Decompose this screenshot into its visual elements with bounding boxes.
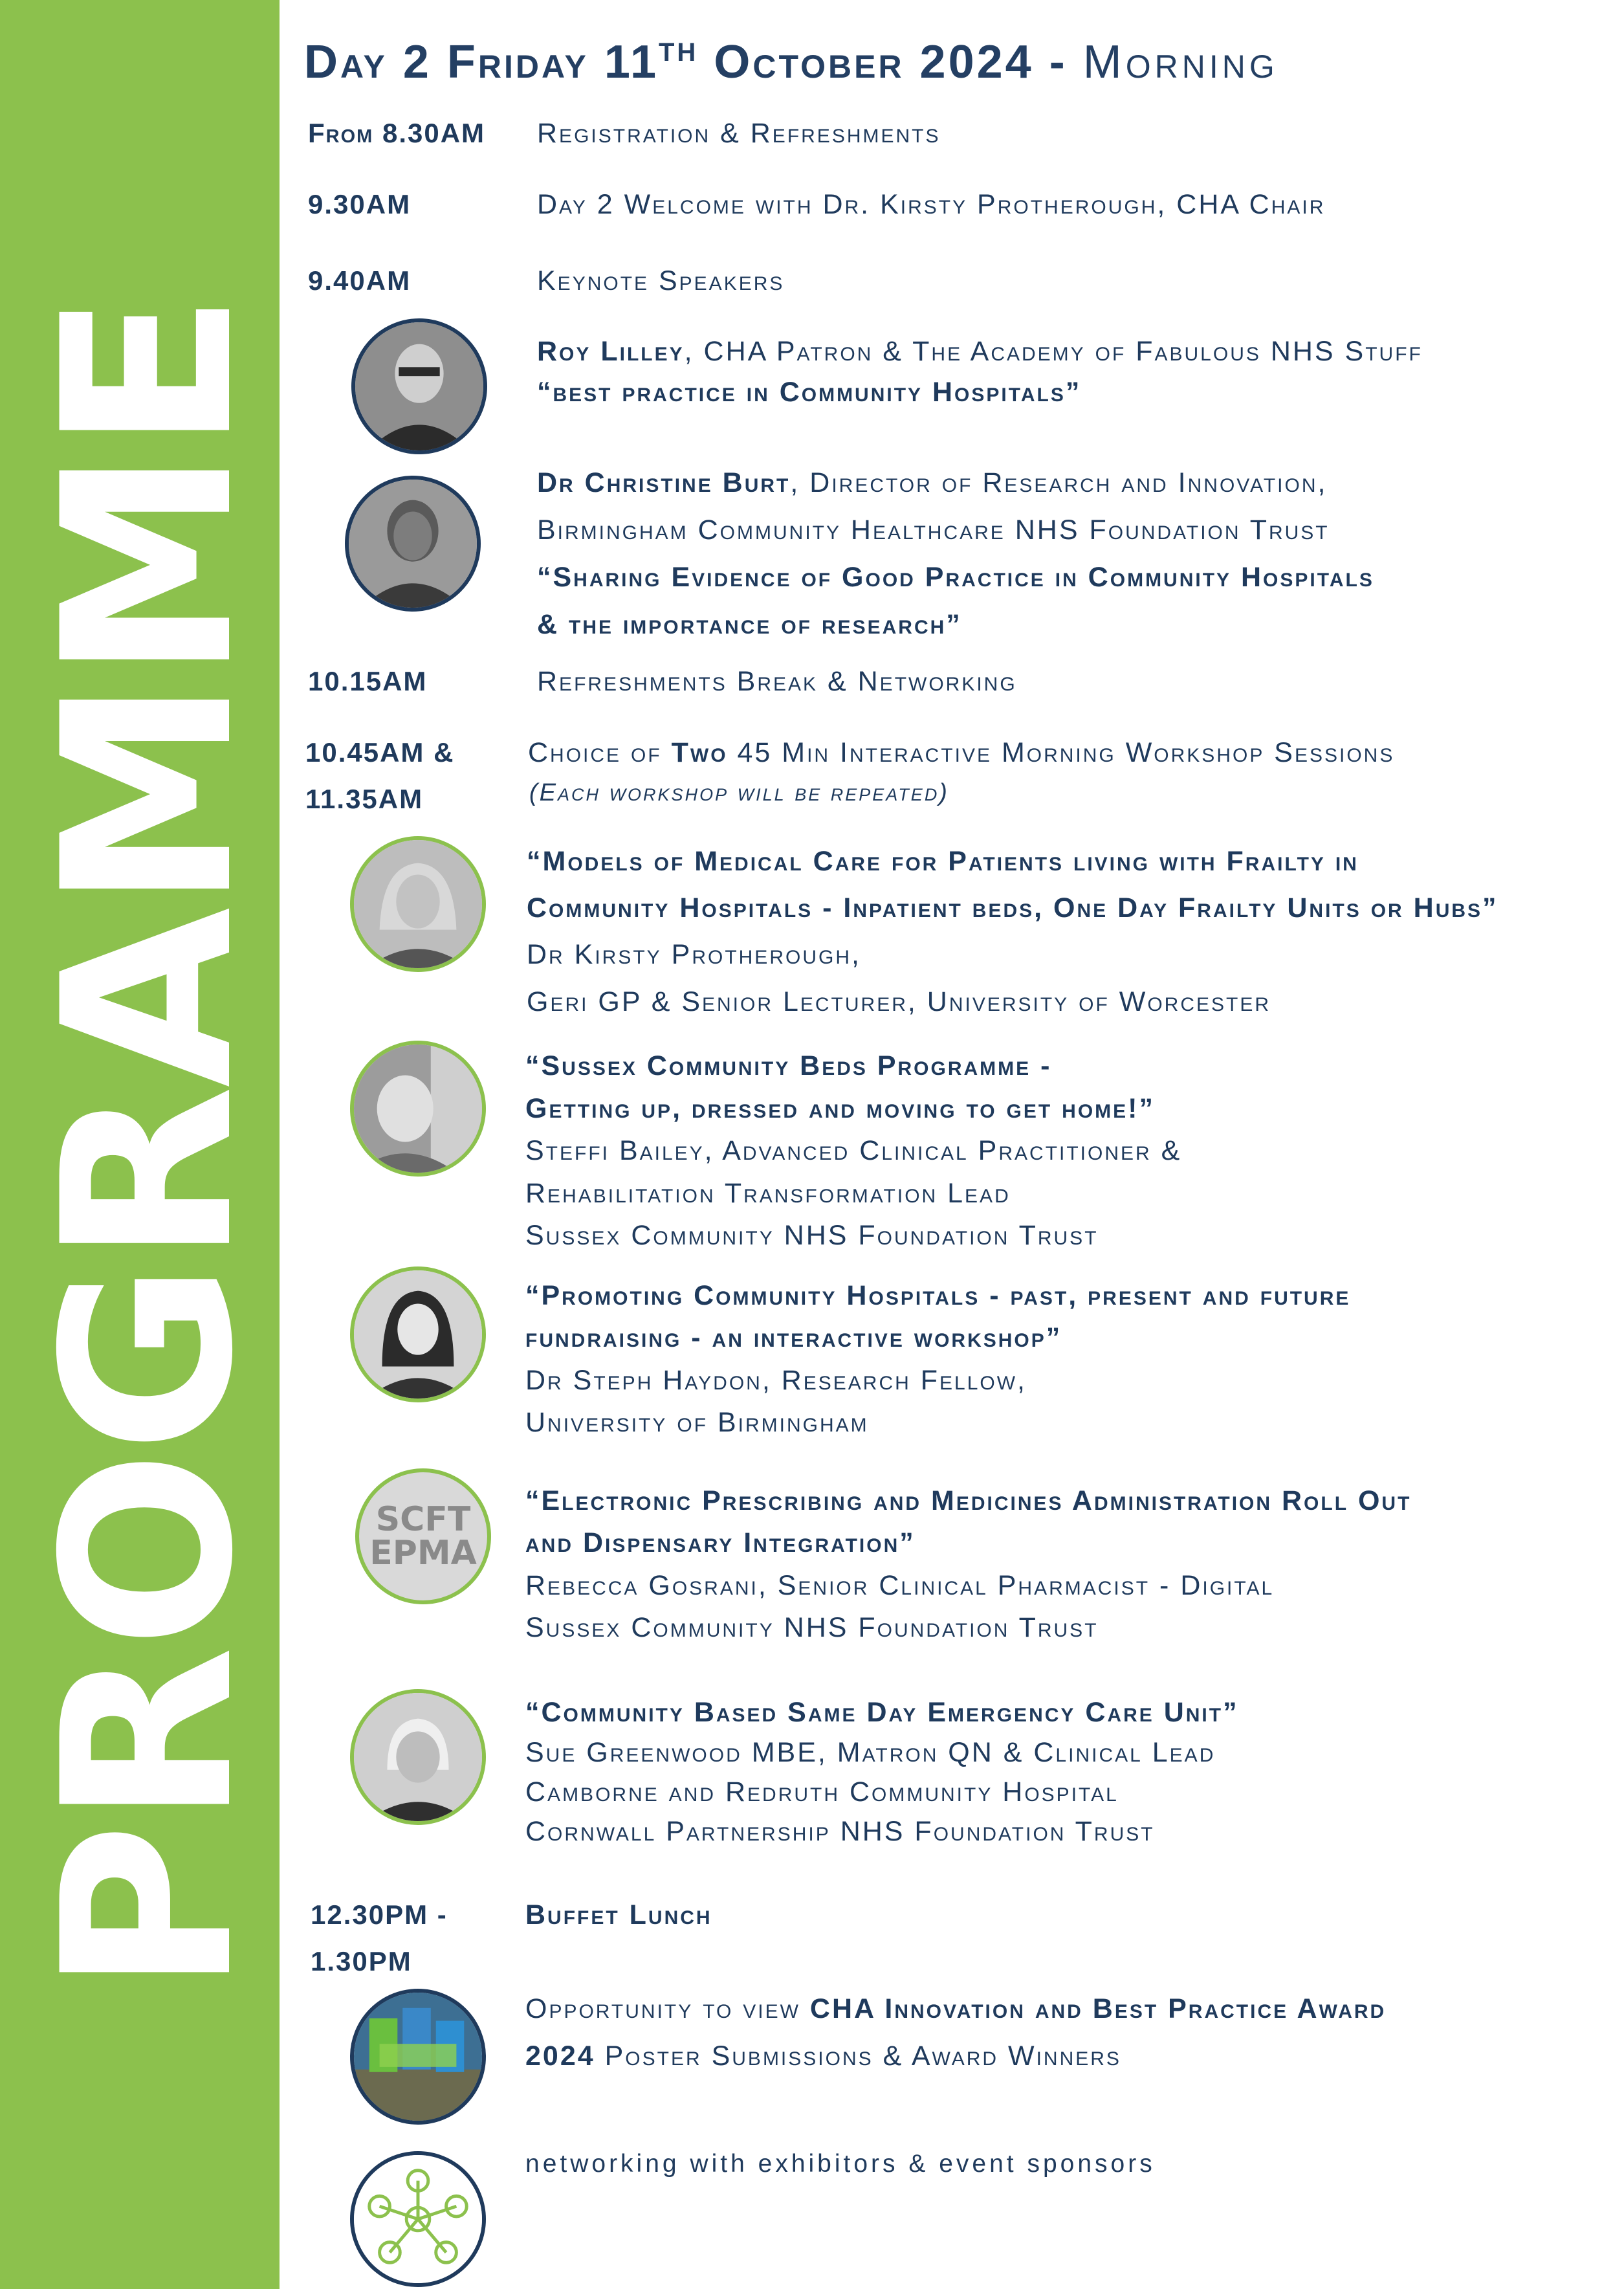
- workshop-5-presenter-3: Cornwall Partnership NHS Foundation Trust: [525, 1816, 1155, 1847]
- speaker-photo-burt: [345, 476, 481, 612]
- workshop-photo-protherough: [350, 836, 486, 972]
- ws-time-1: 10.45AM &: [305, 737, 455, 768]
- workshop-1-title-2: Community Hospitals - Inpatient beds, One Day Frailty Units or Hubs”: [527, 892, 1498, 923]
- workshop-2-title-2: Getting up, dressed and moving to get home!”: [525, 1093, 1155, 1124]
- workshop-5-title-1: “Community Based Same Day Emergency Care Unit”: [525, 1697, 1239, 1728]
- workshop-1-presenter-1: Dr Kirsty Protherough,: [527, 939, 861, 970]
- workshop-photo-bailey: [350, 1041, 486, 1177]
- workshop-5-presenter-2: Camborne and Redruth Community Hospital: [525, 1776, 1119, 1808]
- reg-time: From 8.30AM: [308, 118, 486, 148]
- burt-org: Birmingham Community Healthcare NHS Foundation Trust: [537, 514, 1330, 546]
- workshop-1-presenter-2: Geri GP & Senior Lecturer, University of Worcester: [527, 986, 1271, 1017]
- lilley-line: Roy Lilley, CHA Patron & The Academy of Fabulous NHS Stuff: [537, 336, 1423, 367]
- workshop-photo-greenwood: [350, 1689, 486, 1825]
- page-title: Day 2 Friday 11TH October 2024 - Morning: [304, 36, 1278, 88]
- workshop-photo-haydon: [350, 1266, 486, 1402]
- workshop-1-title-1: “Models of Medical Care for Patients living with Frailty in: [527, 846, 1359, 877]
- speaker-photo-lilley: [351, 318, 487, 454]
- workshop-4-title-1: “Electronic Prescribing and Medicines Administration Roll Out: [525, 1485, 1412, 1516]
- cha-awards-logo: [350, 1989, 486, 2125]
- welcome-text: Day 2 Welcome with Dr. Kirsty Protherough, CHA Chair: [537, 189, 1326, 220]
- welcome-time: 9.30AM: [308, 189, 411, 219]
- break-text: Refreshments Break & Networking: [537, 666, 1017, 697]
- lunch-time-2: 1.30PM: [311, 1946, 412, 1976]
- burt-line: Dr Christine Burt, Director of Research and Innovation,: [537, 467, 1328, 498]
- workshop-2-presenter-2: Rehabilitation Transformation Lead: [525, 1178, 1011, 1209]
- ws-note: (Each workshop will be repeated): [529, 779, 949, 806]
- workshop-2-presenter-1: Steffi Bailey, Advanced Clinical Practitioner &: [525, 1135, 1182, 1166]
- lilley-talk: “best practice in Community Hospitals”: [537, 377, 1082, 408]
- workshop-4-presenter-1: Rebecca Gosrani, Senior Clinical Pharmacist - Digital: [525, 1570, 1275, 1601]
- workshop-3-presenter-1: Dr Steph Haydon, Research Fellow,: [525, 1365, 1027, 1396]
- networking-icon: [350, 2151, 486, 2287]
- lunch-time-1: 12.30PM -: [311, 1899, 448, 1930]
- reg-text: Registration & Refreshments: [537, 118, 941, 149]
- posters-line-2: 2024 Poster Submissions & Award Winners: [525, 2040, 1121, 2072]
- lunch-text: Buffet Lunch: [525, 1899, 712, 1930]
- networking-text: networking with exhibitors & event sponsors: [525, 2150, 1156, 2178]
- break-time: 10.15AM: [308, 666, 428, 696]
- scft-epma-logo: SCFT EPMA: [355, 1468, 491, 1604]
- workshop-2-presenter-3: Sussex Community NHS Foundation Trust: [525, 1220, 1099, 1251]
- workshop-4-title-2: and Dispensary Integration”: [525, 1527, 916, 1558]
- workshop-3-presenter-2: University of Birmingham: [525, 1407, 869, 1438]
- burt-talk-1: “Sharing Evidence of Good Practice in Community Hospitals: [537, 562, 1374, 593]
- workshop-5-presenter-1: Sue Greenwood MBE, Matron QN & Clinical Lead: [525, 1737, 1216, 1768]
- burt-talk-2: & the importance of research”: [537, 609, 962, 640]
- ws-intro: Choice of Two 45 Min Interactive Morning Workshop Sessions: [528, 737, 1395, 768]
- keynote-time: 9.40AM: [308, 265, 411, 296]
- workshop-3-title-1: “Promoting Community Hospitals - past, present and future: [525, 1280, 1351, 1311]
- keynote-text: Keynote Speakers: [537, 265, 785, 296]
- workshop-4-presenter-2: Sussex Community NHS Foundation Trust: [525, 1612, 1099, 1643]
- programme-banner: PROGRAMME: [13, 294, 284, 1994]
- ws-time-2: 11.35AM: [305, 784, 424, 814]
- workshop-2-title-1: “Sussex Community Beds Programme -: [525, 1050, 1052, 1081]
- workshop-3-title-2: fundraising - an interactive workshop”: [525, 1322, 1062, 1353]
- posters-line-1: Opportunity to view CHA Innovation and Best Practice Award: [525, 1993, 1387, 2024]
